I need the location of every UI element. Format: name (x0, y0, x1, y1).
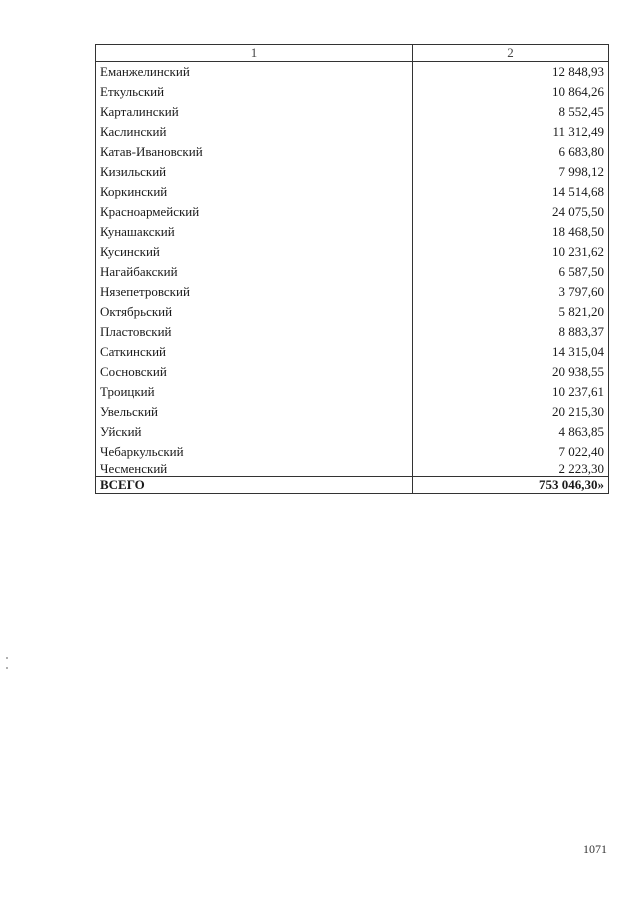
amount-value: 3 797,60 (413, 282, 609, 302)
total-value: 753 046,30» (413, 477, 609, 494)
table-row (96, 382, 609, 402)
table-row (96, 442, 609, 462)
amount-value: 14 514,68 (413, 182, 609, 202)
municipality-name: Кунашакский (96, 222, 413, 242)
budget-table-container (95, 44, 609, 494)
amount-value: 7 998,12 (413, 162, 609, 182)
table-row (96, 62, 609, 83)
amount-value: 18 468,50 (413, 222, 609, 242)
amount-value: 14 315,04 (413, 342, 609, 362)
page-number: 1071 (583, 842, 607, 856)
table-row (96, 422, 609, 442)
municipality-name: Коркинский (96, 182, 413, 202)
table-row (96, 182, 609, 202)
municipal-distribution-table (95, 44, 609, 494)
table-row (96, 202, 609, 222)
amount-value: 6 587,50 (413, 262, 609, 282)
municipality-name: Катав-Ивановский (96, 142, 413, 162)
table-row (96, 362, 609, 382)
table-row (96, 302, 609, 322)
total-label: ВСЕГО (96, 477, 413, 494)
amount-value: 11 312,49 (413, 122, 609, 142)
municipality-name: Нагайбакский (96, 262, 413, 282)
municipality-name: Чебаркульский (96, 442, 413, 462)
municipality-name: Саткинский (96, 342, 413, 362)
amount-value: 5 821,20 (413, 302, 609, 322)
scan-speck (6, 657, 8, 659)
amount-value: 10 864,26 (413, 82, 609, 102)
amount-value: 8 552,45 (413, 102, 609, 122)
amount-value: 8 883,37 (413, 322, 609, 342)
municipality-name: Карталинский (96, 102, 413, 122)
municipality-name: Троицкий (96, 382, 413, 402)
table-row (96, 282, 609, 302)
municipality-name: Увельский (96, 402, 413, 422)
table-row (96, 102, 609, 122)
municipality-name: Кусинский (96, 242, 413, 262)
municipality-name: Кизильский (96, 162, 413, 182)
municipality-name: Каслинский (96, 122, 413, 142)
amount-value: 7 022,40 (413, 442, 609, 462)
municipality-name: Нязепетровский (96, 282, 413, 302)
total-row (96, 477, 609, 494)
amount-value: 20 938,55 (413, 362, 609, 382)
column-header-1: 1 (96, 45, 413, 62)
municipality-name: Сосновский (96, 362, 413, 382)
table-row (96, 222, 609, 242)
municipality-name: Октябрьский (96, 302, 413, 322)
table-row (96, 242, 609, 262)
amount-value: 6 683,80 (413, 142, 609, 162)
table-row (96, 122, 609, 142)
column-header-2: 2 (413, 45, 609, 62)
amount-value: 10 237,61 (413, 382, 609, 402)
amount-value: 24 075,50 (413, 202, 609, 222)
municipality-name: Еманжелинский (96, 62, 413, 83)
municipality-name: Чесменский (96, 462, 413, 477)
table-row (96, 462, 609, 477)
table-row (96, 322, 609, 342)
table-header-row (96, 45, 609, 62)
municipality-name: Уйский (96, 422, 413, 442)
municipality-name: Красноармейский (96, 202, 413, 222)
scan-speck (6, 667, 8, 669)
table-row (96, 162, 609, 182)
municipality-name: Пластовский (96, 322, 413, 342)
amount-value: 12 848,93 (413, 62, 609, 83)
amount-value: 10 231,62 (413, 242, 609, 262)
table-row (96, 402, 609, 422)
amount-value: 20 215,30 (413, 402, 609, 422)
amount-value: 4 863,85 (413, 422, 609, 442)
municipality-name: Еткульский (96, 82, 413, 102)
table-row (96, 342, 609, 362)
table-row (96, 262, 609, 282)
table-row (96, 142, 609, 162)
amount-value: 2 223,30 (413, 462, 609, 477)
table-row (96, 82, 609, 102)
